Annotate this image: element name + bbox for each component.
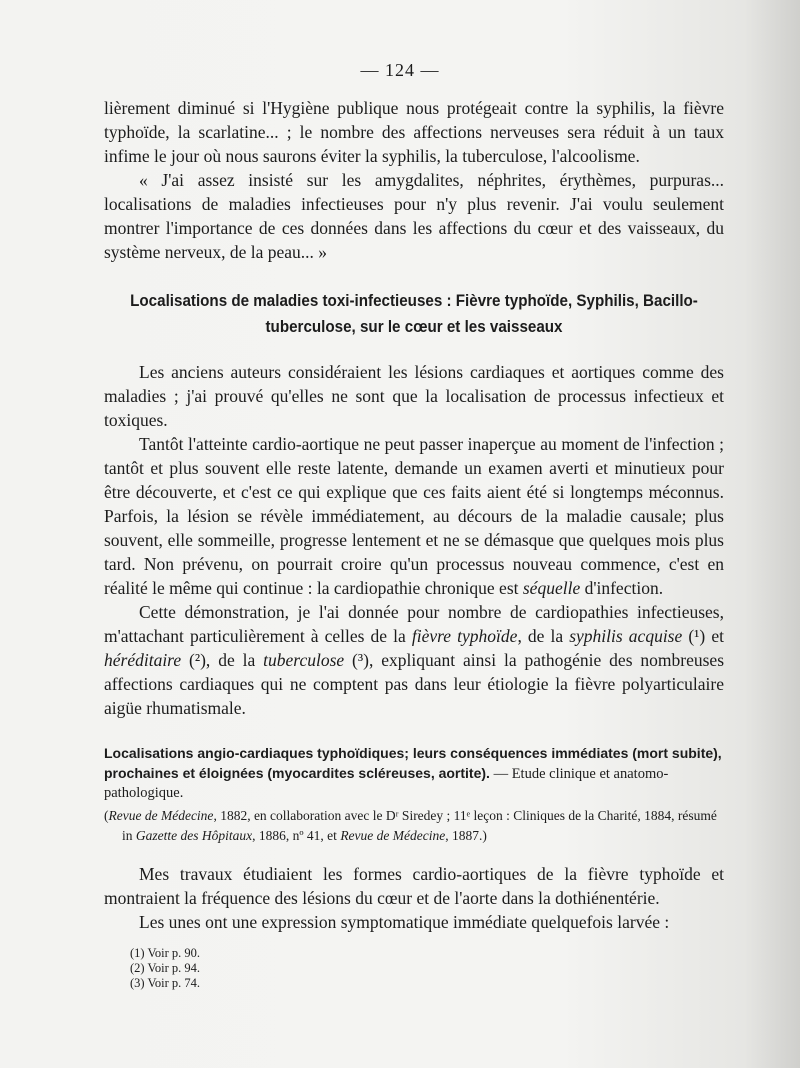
footnote: (2) Voir p. 94. <box>130 961 201 975</box>
paragraph: lièrement diminué si l'Hygiène publique nous protégeait contre la syphilis, la fièvre typhoïde, la scarlatine... ; le nombre des affections nerveuses sera réduit à un taux infime le jour où nous saurons éviter la syphilis, la tuberculose, l'alcoolisme. <box>104 98 724 166</box>
paragraph: Cette démonstration, je l'ai donnée pour nombre de cardiopathies infectieuses, m'attachant particulièrement à celles de la fièvre typhoïde, de la syphilis acquise (¹) et héréditaire (²), de la tuberculose (³), expliquant ainsi la pathogénie des nombreuses affections cardiaques qui ne comptent pas dans leur étiologie la fièvre polyarticulaire aigüe rhumatismale. <box>104 602 724 718</box>
bibliographic-reference: (Revue de Médecine, 1882, en collaboration avec le Dʳ Siredey ; 11ᵉ leçon : Cliniques de la Charité, 1884, résumé in Gazette des Hôpitaux, 1886, nº 41, et Revue de Médecine, 1887.) <box>104 808 717 843</box>
text-block-main <box>104 360 724 720</box>
paragraph: Mes travaux étudiaient les formes cardio-aortiques de la fièvre typhoïde et montraient la fréquence des lésions du cœur et de l'aorte dans la dothiénentérie. <box>104 864 724 908</box>
subsection-heading: Localisations angio-cardiaques typhoïdiques; leurs conséquences immédiates (mort subite), prochaines et éloignées (myocardites scléreuses, aortite). — Etude clinique et anatomo-pathologique. <box>104 745 722 801</box>
footnotes <box>130 946 200 991</box>
paragraph-quote: « J'ai assez insisté sur les amygdalites, néphrites, érythèmes, purpuras... localisations de maladies infectieuses pour n'y plus revenir. J'ai voulu seulement montrer l'importance de ces données dans les affections du cœur et des vaisseaux, du système nerveux, de la peau... » <box>104 170 724 262</box>
text-block-intro <box>104 96 724 264</box>
footnote: (3) Voir p. 74. <box>130 976 201 990</box>
section-heading: Localisations de maladies toxi-infectieuses : Fièvre typhoïde, Syphilis, Bacillo-tuberculose, sur le cœur et les vaisseaux <box>130 292 698 336</box>
page-number: — 124 — <box>360 60 440 80</box>
paragraph: Les unes ont une expression symptomatique immédiate quelquefois larvée : <box>139 912 670 932</box>
text-block-closing <box>104 862 724 934</box>
paragraph: Les anciens auteurs considéraient les lésions cardiaques et aortiques comme des maladies ; j'ai prouvé qu'elles ne sont que la localisation de processus infectieux et toxiques. <box>104 362 724 430</box>
footnote: (1) Voir p. 90. <box>130 946 201 960</box>
paragraph: Tantôt l'atteinte cardio-aortique ne peut passer inaperçue au moment de l'infection ; tantôt et plus souvent elle reste latente, demande un examen averti et minutieux pour être découverte, et c'est ce qui explique que ces faits aient été si longtemps méconnus. Parfois, la lésion se révèle immédiatement, au décours de la maladie causale; plus souvent, elle sommeille, progresse lentement et ne se démasque que quelques mois plus tard. Non prévenu, on pourrait croire qu'un processus nouveau commence, c'est en réalité le même qui continue : la cardiopathie chronique est séquelle d'infection. <box>104 434 724 598</box>
